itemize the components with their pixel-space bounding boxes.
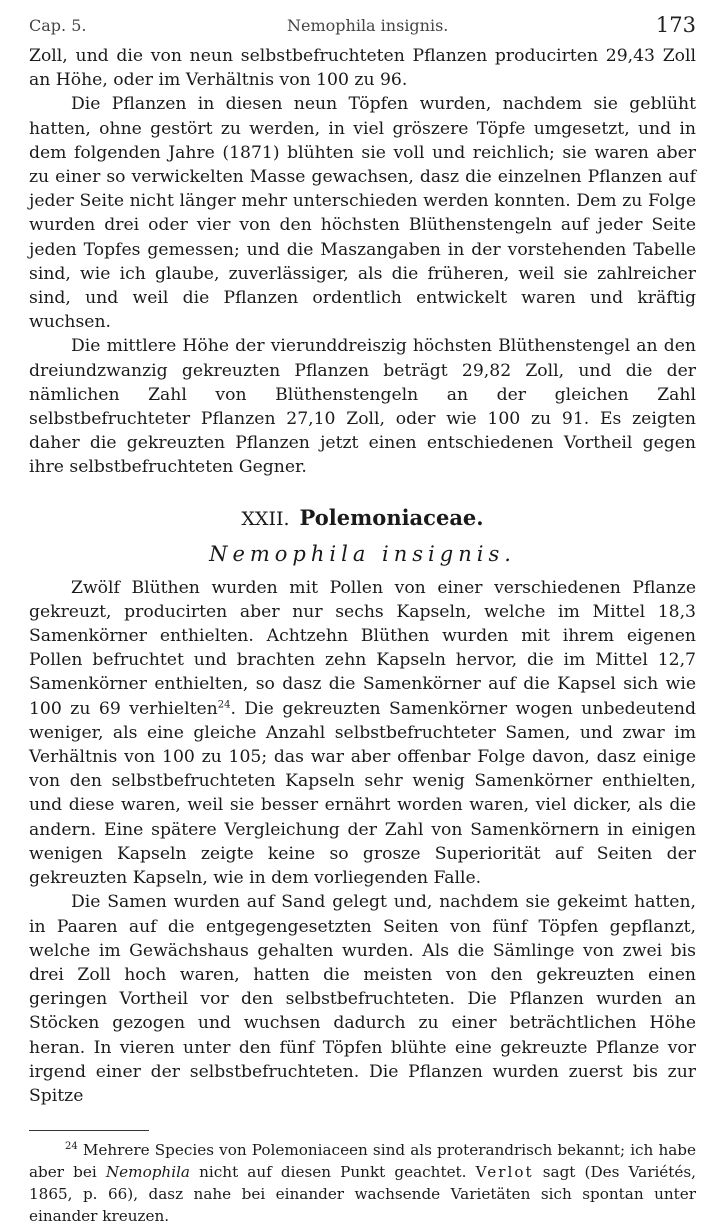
paragraph-crossing-text-a: Zwölf Blüthen wurden mit Pollen von einer verschiedenen Pflanze gekreuzt, producirten aber nur sechs Kapseln, welche im Mittel 18,3 Samenkörner enthielten. Achtzehn Blüthen wurden mit ihrem eigenen Pollen befruchtet und brachten zehn Kapseln hervor, die im Mittel 12,7 Samenkörner enthielten, so dasz die Samenkörner auf die Kapsel sich wie 100 zu 69 verhielten bbox=[29, 577, 696, 719]
running-header bbox=[29, 0, 696, 44]
paragraph-seeds: Die Samen wurden auf Sand gelegt und, nachdem sie gekeimt hatten, in Paaren auf die entgegengesetzten Seiten von fünf Töpfen gepflanzt, welche im Gewächshaus gehalten wurden. Als die Sämlinge von zwei bis drei Zoll hoch waren, hatten die meisten von den gekreuzten einen geringen Vortheil vor den selbstbefruchteten. Die Pflanzen wurden an Stöcken gezogen und wuchsen dadurch zu einer beträchtlichen Höhe heran. In vieren unter den fünf Töpfen blühte eine gekreuzte Pflanze vor irgend einer der selbstbefruchteten. Die Pflanzen wurden zuerst bis zur Spitze bbox=[29, 892, 696, 1106]
book-page bbox=[29, 0, 697, 1226]
section-number: XXII. bbox=[241, 507, 290, 530]
chapter-label: Cap. 5. bbox=[29, 16, 87, 35]
footnote-author: Verlot bbox=[475, 1163, 534, 1182]
section-family: Polemoniaceae. bbox=[299, 504, 484, 530]
footnote-mark: 24 bbox=[65, 1141, 78, 1153]
footnote-text-1: Mehrere Species von Polemoniaceen sind als proterandrisch bekannt; ich habe aber bei bbox=[29, 1141, 696, 1182]
page-number: 173 bbox=[655, 13, 696, 37]
footnote-text-3: sagt (Des Variétés, 1865, p. 66), dasz nahe bei einander wachsende Varietäten sich spontan unter einander kreuzen. bbox=[29, 1163, 697, 1226]
paragraph-crossing-text-b: . Die gekreuzten Samenkörner wogen unbedeutend weniger, als eine gleiche Anzahl selbstbefruchteter Samen, und zwar im Verhältnis von 100 zu 105; das war aber offenbar Folge davon, dasz einige von den selbstbefruchteten Kapseln sehr wenig Samenkörner enthielten, und diese waren, weil sie besser ernährt worden waren, viel dicker, als die andern. Eine spätere Vergleichung der Zahl von Samenkörnern in einigen wenigen Kapseln zeigte keine so grosze Superiorität auf Seiten der gekreuzten Kapseln, wie in dem vorliegenden Falle. bbox=[29, 698, 697, 889]
footnote-reference: 24 bbox=[217, 698, 231, 710]
footnote bbox=[29, 1139, 696, 1227]
paragraph-mean-height: Die mittlere Höhe der vierunddreiszig höchsten Blüthenstengel an den dreiundzwanzig gekreuzten Pflanzen beträgt 29,82 Zoll, und die der nämlichen Zahl von Blüthenstengeln an der gleichen Zahl selbstbefruchteter Pflanzen 27,10 Zoll, oder wie 100 zu 91. Es zeigten daher die gekreuzten Pflanzen jetzt einen entschiedenen Vortheil gegen ihre selbstbefruchteten Gegner. bbox=[29, 336, 696, 478]
footnote-text-2: nicht auf diesen Punkt geachtet. bbox=[190, 1163, 476, 1182]
footnote-rule bbox=[29, 1130, 149, 1131]
paragraph-continued: Zoll, und die von neun selbstbefruchteten Pflanzen producirten 29,43 Zoll an Höhe, oder im Verhältnis von 100 zu 96. bbox=[29, 46, 696, 91]
paragraph-transplant: Die Pflanzen in diesen neun Töpfen wurden, nachdem sie geblüht hatten, ohne gestört zu werden, in viel gröszere Töpfe umgesetzt, und in dem folgenden Jahre (1871) blühten sie voll und reichlich; sie waren aber zu einer so verwickelten Masse gewachsen, dasz die einzelnen Pflanzen auf jeder Seite nicht länger mehr unterschieden werden konnten. Dem zu Folge wurden drei oder vier von den höchsten Blüthenstengeln auf jeder Seite jeden Topfes gemessen; und die Maszangaben in der vorstehenden Tabelle sind, wie ich glaube, zuverlässiger, als die früheren, weil sie zahlreicher sind, und weil die Pflanzen ordentlich entwickelt waren und kräftig wuchsen. bbox=[29, 94, 696, 333]
footnote-genus: Nemophila bbox=[105, 1163, 190, 1182]
paragraph-crossing bbox=[29, 576, 696, 891]
species-heading: Nemophila insignis. bbox=[209, 541, 516, 566]
section-heading bbox=[29, 504, 696, 534]
running-title: Nemophila insignis. bbox=[287, 16, 449, 35]
